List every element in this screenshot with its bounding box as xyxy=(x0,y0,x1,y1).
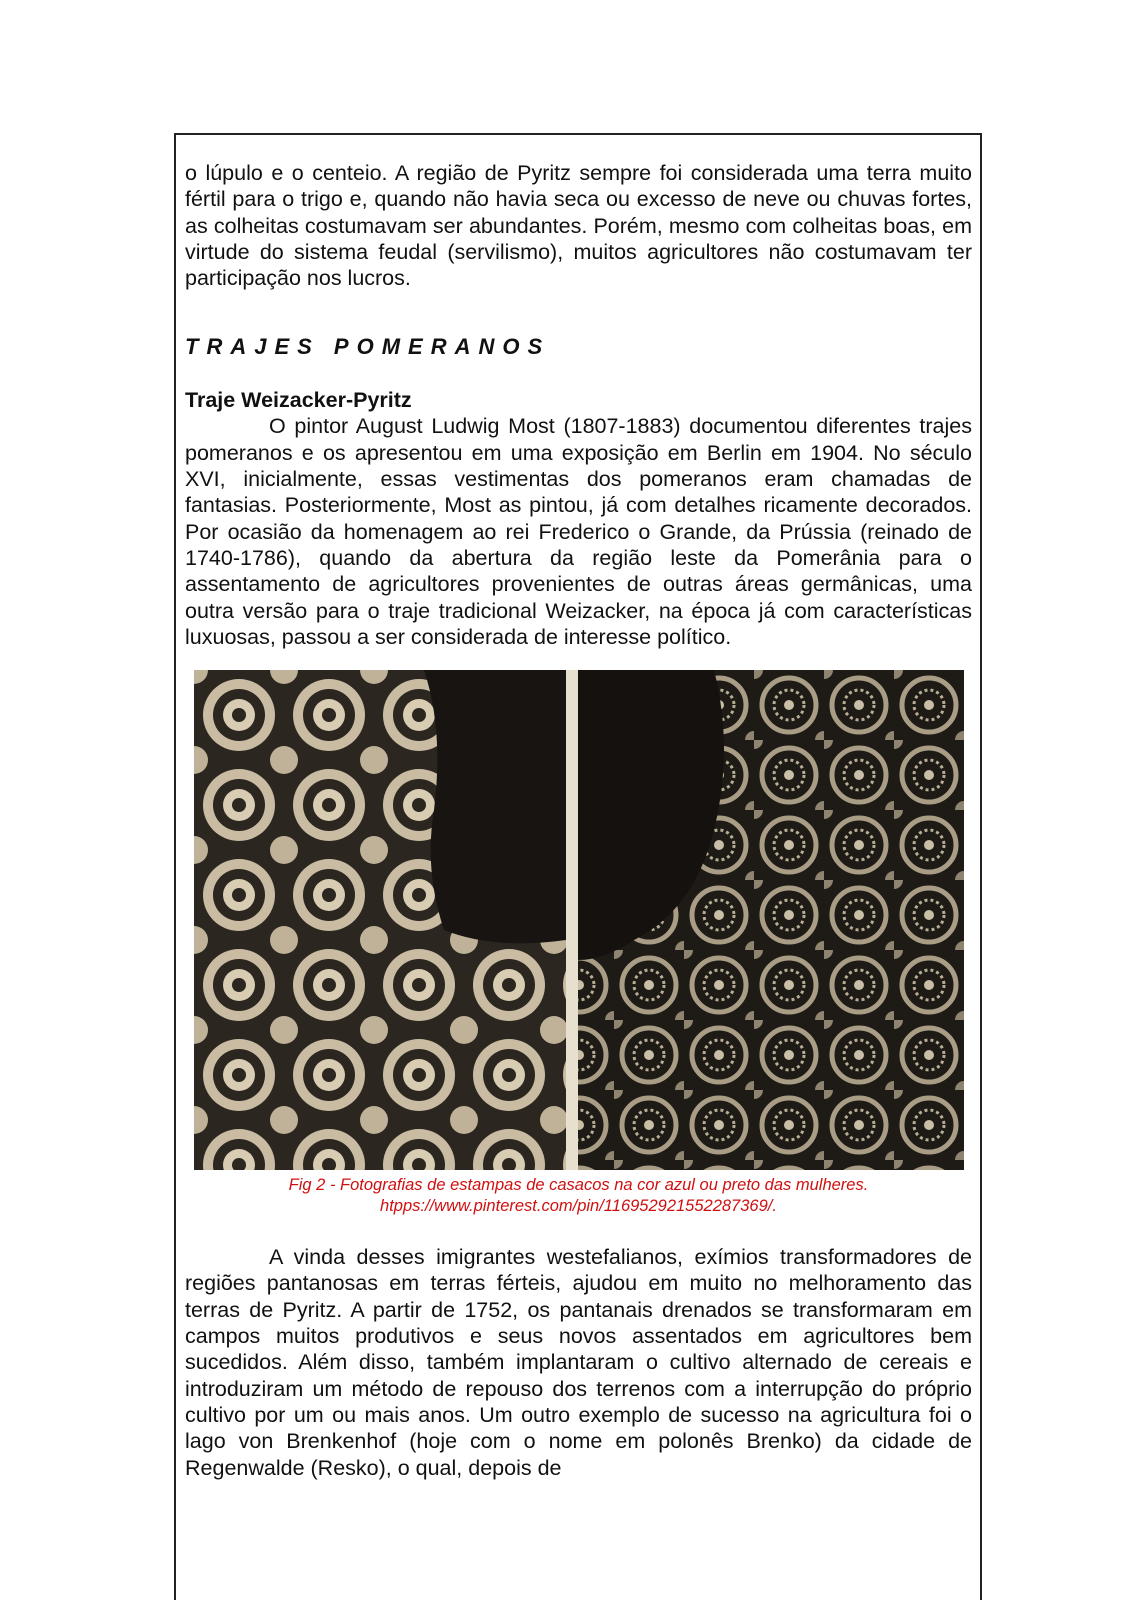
subheading: Traje Weizacker-Pyritz xyxy=(185,388,412,413)
body-paragraph-1: O pintor August Ludwig Most (1807-1883) documentou diferentes trajes pomeranos e os apresentou em uma exposição em Berlin em 1904. No século XVI, inicialmente, essas vestimentas dos pomeranos eram chamadas de fantasias. Posteriormente, Most as pintou, já com detalhes ricamente decorados. Por ocasião da homenagem ao rei Frederico o Grande, da Prússia (reinado de 1740-1786), quando da abertura da região leste da Pomerânia para o assentamento de agricultores provenientes de outras áreas germânicas, uma outra versão para o traje tradicional Weizacker, na época já com características luxuosas, passou a ser considerada de interesse político. xyxy=(185,414,972,649)
figure-caption-url[interactable]: htpps://www.pinterest.com/pin/116952921552287369/. xyxy=(380,1197,777,1216)
section-title: TRAJES POMERANOS xyxy=(185,334,551,360)
intro-paragraph: o lúpulo e o centeio. A região de Pyritz sempre foi considerada uma terra muito fértil para o trigo e, quando não havia seca ou excesso de neve ou chuvas fortes, as colheitas costumavam ser abundantes. Porém, mesmo com colheitas boas, em virtude do sistema feudal (servilismo), muitos agricultores não costumavam ter participação nos lucros. xyxy=(185,161,972,291)
body-paragraph-2: A vinda desses imigrantes westefalianos, exímios transformadores de regiões pantanosas em terras férteis, ajudou em muito no melhoramento das terras de Pyritz. A partir de 1752, os pantanais drenados se transformaram em campos muitos produtivos e seus novos assentados em agricultores bem sucedidos. Além disso, também implantaram o cultivo alternado de cereais e introduziram um método de repouso dos terrenos com a interrupção do próprio cultivo por um ou mais anos. Um outro exemplo de sucesso na agricultura foi o lago von Brenkenhof (hoje com o nome em polonês Brenko) da cidade de Regenwalde (Resko), o qual, depois de xyxy=(185,1245,972,1480)
figure-caption xyxy=(185,1175,972,1217)
figure-caption-line-1: Fig 2 - Fotografias de estampas de casacos na cor azul ou preto das mulheres. xyxy=(288,1176,869,1195)
embroidery-photo xyxy=(194,670,964,1170)
page-content xyxy=(185,160,972,1481)
